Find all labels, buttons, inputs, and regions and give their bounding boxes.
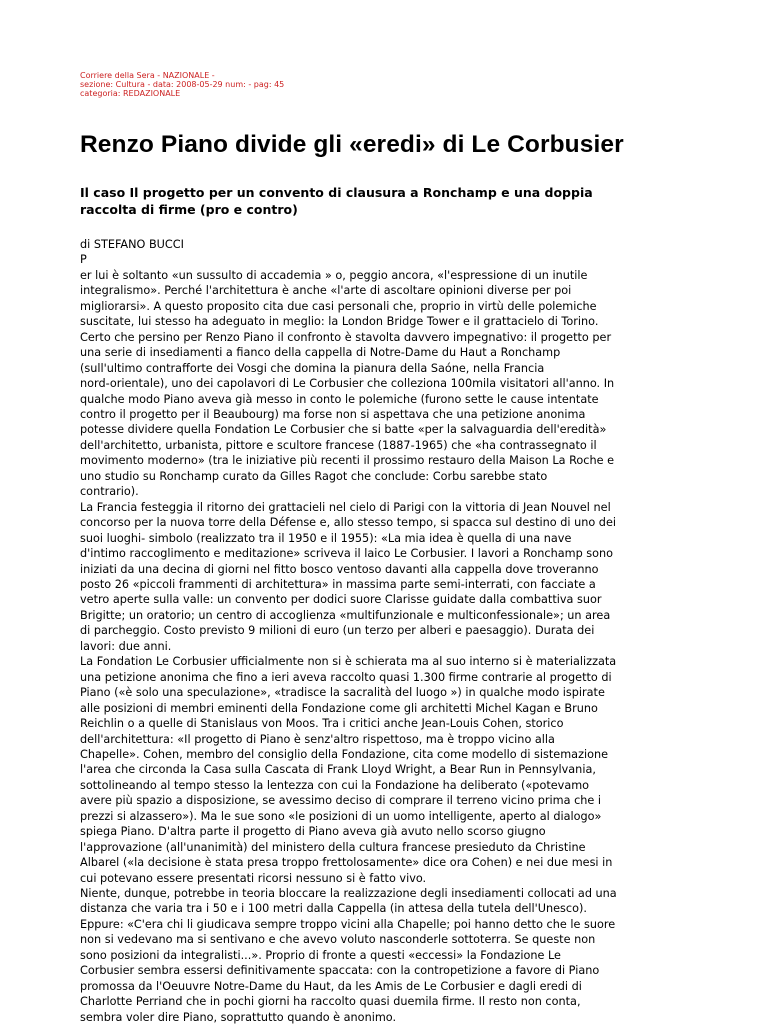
paragraph-line: qualche modo Piano aveva già messo in conto le polemiche (furono sette le cause intentate [80,392,599,406]
paragraph-line: dell'architettura: «Il progetto di Piano è senz'altro rispettoso, ma è troppo vicino alla [80,732,555,746]
article-paragraph [80,886,702,1025]
paragraph-line: avere più spazio a disposizione, se avessimo deciso di comprare il terreno vicino prima che i [80,794,602,808]
drop-cap: P [80,253,87,267]
paragraph-line: suoi luoghi- simbolo (realizzato tra il 1950 e il 1955): «La mia idea è quella di una nave [80,531,572,545]
paragraph-line: Niente, dunque, potrebbe in teoria bloccare la realizzazione degli insediamenti collocati ad una [80,887,617,901]
paragraph-line: una petizione anonima che fino a ieri aveva raccolto quasi 1.300 firme contrarie al progetto di [80,670,612,684]
subtitle-line: raccolta di firme (pro e contro) [80,202,298,217]
paragraph-line: Piano («è solo una speculazione», «tradisce la sacralità del luogo ») in qualche modo ispirate [80,686,605,700]
metadata-category: categoria: REDAZIONALE [80,89,181,98]
paragraph-line: prezzi si alzassero»). Ma le sue sono «le posizioni di un uomo intelligente, aperto al dialogo» [80,809,602,823]
article-body [80,237,702,1025]
paragraph-line: potesse dividere quella Fondation Le Corbusier che si batte «per la salvaguardia dell'eredità» [80,423,607,437]
article-metadata [80,71,702,98]
article-paragraphs [80,268,702,1025]
metadata-source: Corriere della Sera - NAZIONALE - [80,71,215,80]
paragraph-line: Corbusier sembra essersi definitivamente spaccata: con la contropetizione a favore di Piano [80,964,600,978]
paragraph-line: suscitate, lui stesso ha adeguato in meglio: la London Bridge Tower e il grattacielo di Torino. [80,315,599,329]
paragraph-line: Chapelle». Cohen, membro del consiglio della Fondazione, cita come modello di sistemazione [80,747,609,761]
paragraph-line: promossa da l'Oeuuvre Notre-Dame du Haut, da les Amis de Le Corbusier e dagli eredi di [80,979,582,993]
paragraph-line: nord-orientale), uno dei capolavori di Le Corbusier che colleziona 100mila visitatori all'anno. In [80,377,615,391]
paragraph-line: Reichlin o a quelle di Stanislaus von Moos. Tra i critici anche Jean-Louis Cohen, storico [80,717,564,731]
article-subtitle [80,184,702,218]
article-paragraph [80,500,702,655]
article-paragraph [80,268,702,500]
paragraph-line: spiega Piano. D'altra parte il progetto di Piano aveva già avuto nello scorso giugno [80,825,546,839]
paragraph-line: d'intimo raccoglimento e meditazione» scriveva il laico Le Corbusier. I lavori a Ronchamp sono [80,547,614,561]
paragraph-line: posto 26 «piccoli frammenti di architettura» in massima parte semi-interrati, con facciate a [80,577,596,591]
paragraph-line: sono posizioni da integralisti...». Proprio di fronte a questi «eccessi» la Fondazione Le [80,948,561,962]
paragraph-line: distanza che varia tra i 50 e i 100 metri dalla Cappella (in attesa della tutela dell'Unesco). [80,902,587,916]
paragraph-line: Brigitte; un oratorio; un centro di accoglienza «multifunzionale e multiconfessionale»; un area [80,608,611,622]
paragraph-line: Certo che persino per Renzo Piano il confronto è stavolta davvero impegnativo: il progetto per [80,330,612,344]
paragraph-line: uno studio su Ronchamp curato da Gilles Ragot che conclude: Corbu sarebbe stato [80,469,548,483]
paragraph-line: movimento moderno» (tra le iniziative più recenti il prossimo restauro della Maison La Roche e [80,454,615,468]
byline: di STEFANO BUCCI [80,238,184,251]
paragraph-line: sembra voler dire Piano, soprattutto quando è anonimo. [80,1010,397,1024]
paragraph-line: La Fondation Le Corbusier ufficialmente non si è schierata ma al suo interno si è materializzata [80,655,617,669]
paragraph-line: Albarel («la decisione è stata presa troppo frettolosamente» dice ora Cohen) e nei due mesi in [80,856,613,870]
subtitle-line: Il caso Il progetto per un convento di clausura a Ronchamp e una doppia [80,185,593,200]
article [80,71,702,1025]
paragraph-line: vetro aperte sulla valle: un convento per dodici suore Clarisse guidate dalla combattiva suor [80,593,602,607]
paragraph-line: lavori: due anni. [80,639,172,653]
paragraph-line: di parcheggio. Costo previsto 9 milioni di euro (un terzo per alberi e paesaggio). Durata dei [80,624,595,638]
paragraph-line: contrario). [80,485,139,499]
paragraph-line: Charlotte Perriand che in pochi giorni ha raccolto quasi duemila firme. Il resto non conta, [80,995,581,1009]
paragraph-line: dell'architetto, urbanista, pittore e scultore francese (1887-1965) che «ha contrassegnato il [80,438,597,452]
paragraph-line: sottolineando al tempo stesso la lentezza con cui la Fondazione ha deliberato («potevamo [80,778,590,792]
paragraph-line: alle posizioni di membri eminenti della Fondazione come gli architetti Michel Kagan e Bruno [80,701,598,715]
paragraph-line: er lui è soltanto «un sussulto di accademia » o, peggio ancora, «l'espressione di un inutile [80,268,588,282]
paragraph-line: iniziati da una decina di giorni nel fitto bosco ventoso davanti alla cappella dove troveranno [80,562,599,576]
paragraph-line: una serie di insediamenti a fianco della cappella di Notre-Dame du Haut a Ronchamp [80,346,561,360]
paragraph-line: non si vedevano ma si sentivano e che avevo voluto nasconderle sottoterra. Se queste non [80,933,596,947]
article-title: Renzo Piano divide gli «eredi» di Le Corbusier [80,131,624,158]
paragraph-line: integralismo». Perché l'architettura è anche «l'arte di ascoltare opinioni diverse per poi [80,284,572,298]
paragraph-line: l'area che circonda la Casa sulla Cascata di Frank Lloyd Wright, a Bear Run in Pennsylvania, [80,763,596,777]
paragraph-line: La Francia festeggia il ritorno dei grattacieli nel cielo di Parigi con la vittoria di Jean Nouvel nel [80,500,611,514]
paragraph-line: concorso per la nuova torre della Défense e, allo stesso tempo, si spacca sul destino di uno dei [80,516,616,530]
paragraph-line: l'approvazione (all'unanimità) del ministero della cultura francese presieduto da Christine [80,840,586,854]
paragraph-line: contro il progetto per il Beaubourg) ma forse non si aspettava che una petizione anonima [80,407,586,421]
paragraph-line: cui potevano essere presentati ricorsi nessuno si è fatto vivo. [80,871,427,885]
paragraph-line: Eppure: «C'era chi li giudicava sempre troppo vicini alla Chapelle; poi hanno detto che le suore [80,917,616,931]
metadata-section-date: sezione: Cultura - data: 2008-05-29 num: - pag: 45 [80,80,285,89]
article-paragraph [80,654,702,886]
paragraph-line: (sull'ultimo contrafforte dei Vosgi che domina la pianura della Saóne, nella Francia [80,361,545,375]
paragraph-line: migliorarsi». A questo proposito cita due casi personali che, proprio in virtù delle polemiche [80,299,597,313]
